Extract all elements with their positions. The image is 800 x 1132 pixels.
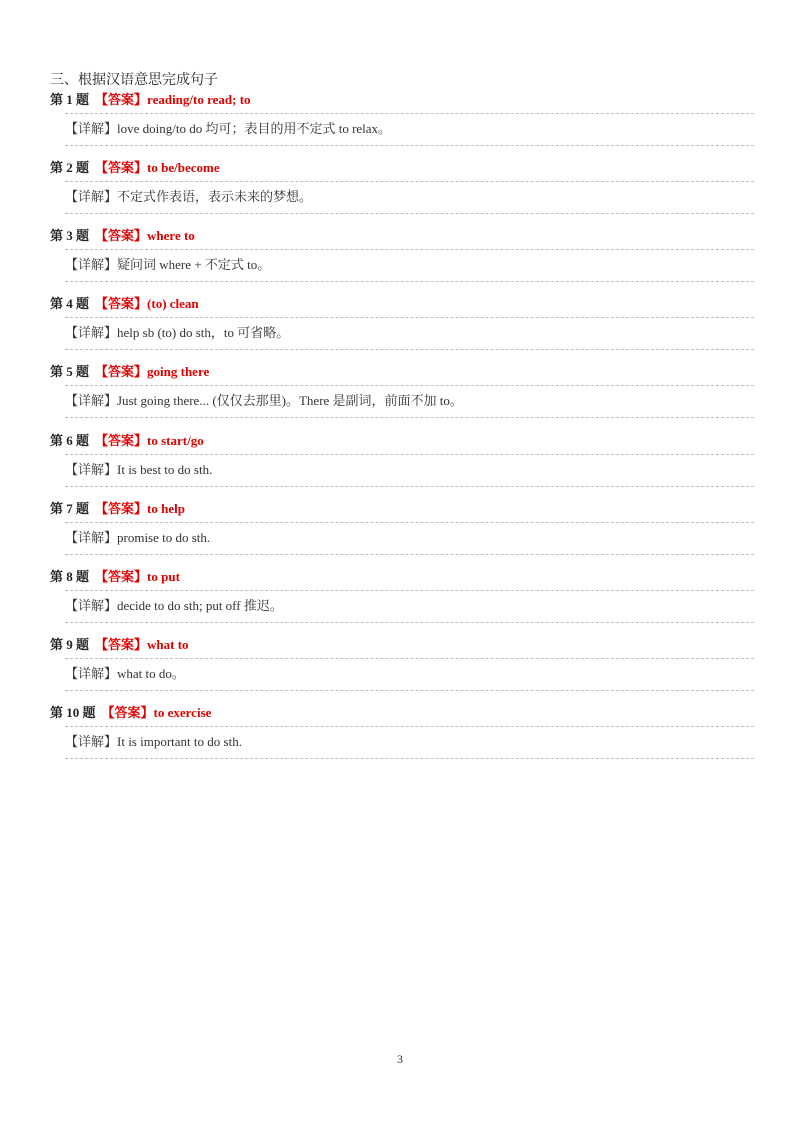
question-block	[50, 295, 754, 361]
answer-label: 【答案】	[95, 160, 148, 176]
section-title: 三、根据汉语意思完成句子	[50, 73, 218, 88]
question-block	[50, 704, 754, 770]
question-heading	[50, 636, 754, 654]
question-heading	[50, 227, 754, 245]
answer-label: 【答案】	[95, 296, 148, 312]
question-heading	[50, 704, 754, 722]
question-block	[50, 432, 754, 498]
dashed-rule	[65, 658, 754, 659]
question-number: 第 7 题	[50, 500, 90, 516]
dashed-rule	[65, 622, 754, 623]
question-number: 第 9 题	[50, 636, 90, 652]
detail-text: 【详解】help sb (to) do sth，to 可省略。	[65, 325, 290, 341]
question-number: 第 10 题	[50, 704, 96, 720]
detail-text: 【详解】what to do。	[65, 665, 185, 681]
dashed-rule	[65, 317, 754, 318]
question-block	[50, 500, 754, 566]
answer-label: 【答案】	[101, 704, 154, 720]
dashed-rule	[65, 522, 754, 523]
detail-text: 【详解】不定式作表语，表示未来的梦想。	[65, 189, 313, 205]
question-block	[50, 568, 754, 634]
question-number: 第 2 题	[50, 160, 90, 176]
answer-text: (to) clean	[147, 296, 199, 312]
dashed-rule	[65, 726, 754, 727]
answer-label: 【答案】	[95, 228, 148, 244]
answer-text: going there	[147, 364, 210, 380]
answer-label: 【答案】	[95, 500, 148, 516]
dashed-rule	[65, 385, 754, 386]
detail-text: 【详解】It is best to do sth.	[65, 461, 213, 477]
dashed-rule	[65, 249, 754, 250]
dashed-rule	[65, 281, 754, 282]
question-block	[50, 159, 754, 225]
detail-text: 【详解】Just going there... (仅仅去那里)。There 是副词，前面不加 to。	[65, 393, 463, 409]
page-number: 3	[397, 1052, 403, 1066]
question-heading	[50, 295, 754, 313]
question-block	[50, 636, 754, 702]
dashed-rule	[65, 417, 754, 418]
question-heading	[50, 568, 754, 586]
dashed-rule	[65, 590, 754, 591]
detail-text: 【详解】promise to do sth.	[65, 529, 211, 545]
question-heading	[50, 363, 754, 381]
question-heading	[50, 91, 754, 109]
answer-text: reading/to read; to	[147, 92, 251, 107]
dashed-rule	[65, 181, 754, 182]
answer-label: 【答案】	[95, 568, 148, 584]
answer-label: 【答案】	[95, 432, 148, 448]
answer-text: to start/go	[147, 432, 204, 448]
question-block	[50, 91, 754, 157]
dashed-rule	[65, 349, 754, 350]
question-heading	[50, 500, 754, 518]
dashed-rule	[65, 758, 754, 759]
answer-text: to help	[147, 500, 185, 516]
answer-text: to put	[147, 568, 180, 584]
answer-label: 【答案】	[95, 636, 148, 652]
detail-text: 【详解】love doing/to do 均可；表目的用不定式 to relax。	[65, 121, 392, 136]
question-block	[50, 227, 754, 293]
dashed-rule	[65, 486, 754, 487]
dashed-rule	[65, 454, 754, 455]
dashed-rule	[65, 145, 754, 146]
answer-text: to be/become	[147, 160, 220, 176]
answer-text: what to	[147, 636, 189, 652]
dashed-rule	[65, 113, 754, 114]
question-heading	[50, 432, 754, 450]
answer-text: to exercise	[153, 704, 212, 720]
answer-label: 【答案】	[95, 364, 148, 380]
detail-text: 【详解】It is important to do sth.	[65, 733, 242, 749]
question-number: 第 1 题	[50, 92, 90, 107]
question-number: 第 3 题	[50, 228, 90, 244]
detail-text: 【详解】decide to do sth; put off 推迟。	[65, 597, 283, 613]
question-block	[50, 363, 754, 429]
question-number: 第 8 题	[50, 568, 90, 584]
question-number: 第 4 题	[50, 296, 90, 312]
dashed-rule	[65, 213, 754, 214]
detail-text: 【详解】疑问词 where + 不定式 to。	[65, 257, 271, 273]
dashed-rule	[65, 690, 754, 691]
dashed-rule	[65, 554, 754, 555]
answer-label: 【答案】	[95, 92, 148, 107]
question-number: 第 5 题	[50, 364, 90, 380]
question-number: 第 6 题	[50, 432, 90, 448]
answer-text: where to	[147, 228, 195, 244]
question-heading	[50, 159, 754, 177]
